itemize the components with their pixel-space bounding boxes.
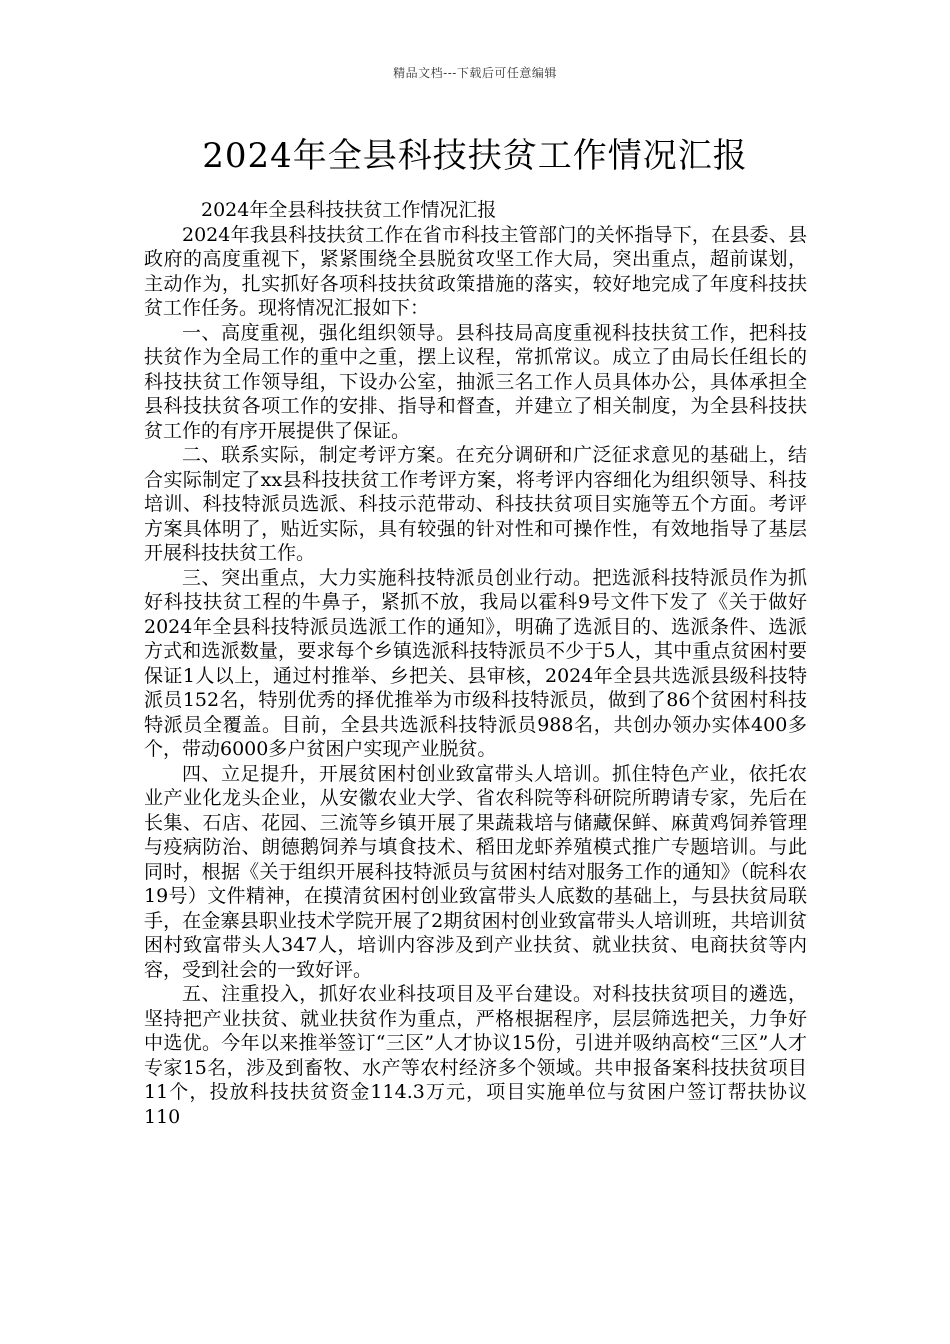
- document-body: [144, 198, 807, 1129]
- document-subtitle: 2024年全县科技扶贫工作情况汇报: [201, 199, 497, 221]
- paragraph-section-2: 二、联系实际，制定考评方案。在充分调研和广泛征求意见的基础上，结合实际制定了xx县科技扶贫工作考评方案，将考评内容细化为组织领导、科技培训、科技特派员选派、科技示范带动、科技扶贫项目实施等五个方面。考评方案具体明了，贴近实际，具有较强的针对性和可操作性，有效地指导了基层开展科技扶贫工作。: [144, 444, 807, 564]
- paragraph-section-4: 四、立足提升，开展贫困村创业致富带头人培训。抓住特色产业，依托农业产业化龙头企业，从安徽农业大学、省农科院等科研院所聘请专家，先后在长集、石店、花园、三流等乡镇开展了果蔬栽培与储藏保鲜、麻黄鸡饲养管理与疫病防治、朗德鹅饲养与填食技术、稻田龙虾养殖模式推广专题培训。与此同时，根据《关于组织开展科技特派员与贫困村结对服务工作的通知》（皖科农19号）文件精神，在摸清贫困村创业致富带头人底数的基础上，与县扶贫局联手，在金寨县职业技术学院开展了2期贫困村创业致富带头人培训班，共培训贫困村致富带头人347人，培训内容涉及到产业扶贫、就业扶贫、电商扶贫等内容，受到社会的一致好评。: [144, 762, 807, 981]
- paragraph-section-3: 三、突出重点，大力实施科技特派员创业行动。把选派科技特派员作为抓好科技扶贫工程的牛鼻子，紧抓不放，我局以霍科9号文件下发了《关于做好2024年全县科技特派员选派工作的通知》，明确了选派目的、选派条件、选派方式和选派数量，要求每个乡镇选派科技特派员不少于5人，其中重点贫困村要保证1人以上，通过村推举、乡把关、县审核，2024年全县共选派县级科技特派员152名，特别优秀的择优推举为市级科技特派员，做到了86个贫困村科技特派员全覆盖。目前，全县共选派科技特派员988名，共创办领办实体400多个，带动6000多户贫困户实现产业脱贫。: [144, 566, 807, 760]
- page-header-note: 精品文档---下载后可任意编辑: [393, 66, 557, 80]
- paragraph-intro: 2024年我县科技扶贫工作在省市科技主管部门的关怀指导下，在县委、县政府的高度重视下，紧紧围绕全县脱贫攻坚工作大局，突出重点，超前谋划，主动作为，扎实抓好各项科技扶贫政策措施的落实，较好地完成了年度科技扶贫工作任务。现将情况汇报如下：: [144, 223, 807, 319]
- paragraph-section-1: 一、高度重视，强化组织领导。县科技局高度重视科技扶贫工作，把科技扶贫作为全局工作的重中之重，摆上议程，常抓常议。成立了由局长任组长的科技扶贫工作领导组，下设办公室，抽派三名工作人员具体办公，具体承担全县科技扶贫各项工作的安排、指导和督查，并建立了相关制度，为全县科技扶贫工作的有序开展提供了保证。: [144, 321, 807, 442]
- document-title: 2024年全县科技扶贫工作情况汇报: [202, 136, 748, 176]
- paragraph-section-5: 五、注重投入，抓好农业科技项目及平台建设。对科技扶贫项目的遴选，坚持把产业扶贫、就业扶贫作为重点，严格根据程序，层层筛选把关，力争好中选优。今年以来推举签订“三区”人才协议15份，引进并吸纳高校“三区”人才专家15名，涉及到畜牧、水产等农村经济多个领域。共申报备案科技扶贫项目11个，投放科技扶贫资金114.3万元，项目实施单位与贫困户签订帮扶协议110: [144, 983, 807, 1128]
